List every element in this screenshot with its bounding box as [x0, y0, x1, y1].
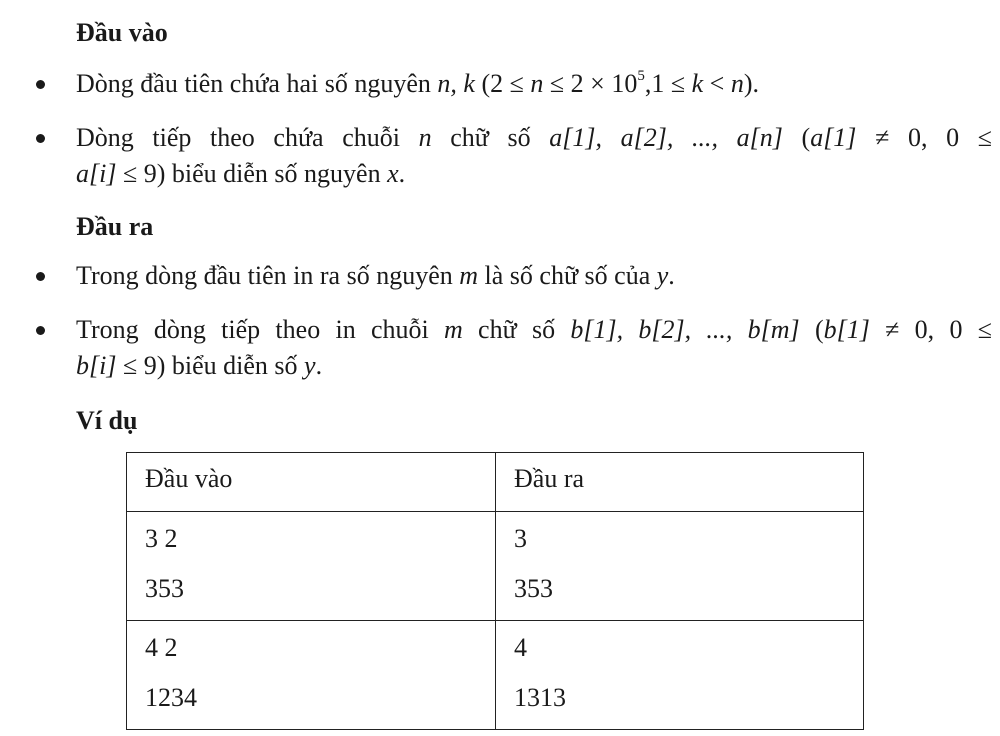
cell-line: 3	[514, 524, 527, 553]
text-segment: (2 ≤	[474, 69, 531, 98]
variable-ai: a[i]	[76, 159, 117, 188]
input-bullet-2-text	[76, 120, 992, 192]
text-segment: ).	[743, 69, 759, 98]
input-bullet-2	[36, 120, 992, 192]
example-heading: Ví dụ	[76, 406, 138, 435]
example-table	[126, 452, 864, 730]
array-a: a[1], a[2], ..., a[n]	[549, 123, 783, 152]
input-heading: Đầu vào	[76, 18, 168, 47]
variable-n-k: n, k	[437, 69, 475, 98]
text-segment: <	[703, 69, 731, 98]
cell-line: 353	[145, 574, 184, 603]
cell-line: 3 2	[145, 524, 178, 553]
bullet-dot-icon	[36, 80, 45, 89]
cell-line: 4 2	[145, 633, 178, 662]
header-input: Đầu vào	[127, 453, 496, 512]
text-segment: ≠ 0, 0 ≤	[869, 315, 992, 344]
output-bullet-2-text	[76, 312, 992, 384]
variable-y: y	[304, 351, 316, 380]
text-segment: là số chữ số của	[478, 261, 657, 290]
variable-a1: a[1]	[810, 123, 857, 152]
input-cell	[127, 512, 496, 621]
text-segment: ,1 ≤	[644, 69, 692, 98]
table-header-row	[127, 453, 864, 512]
cell-line: 4	[514, 633, 527, 662]
input-bullet-1-text	[76, 66, 992, 102]
text-segment: Trong dòng đầu tiên in ra số nguyên	[76, 261, 460, 290]
output-cell	[496, 621, 864, 730]
text-segment: ≤ 9) biểu diễn số nguyên	[116, 159, 388, 188]
output-bullet-2	[36, 312, 992, 384]
table-row	[127, 512, 864, 621]
text-segment: ≤ 9) biểu diễn số	[116, 351, 305, 380]
variable-n: n	[418, 123, 432, 152]
text-segment: .	[398, 159, 406, 188]
output-heading: Đầu ra	[76, 212, 154, 241]
variable-m: m	[444, 315, 463, 344]
header-output: Đầu ra	[496, 453, 864, 512]
output-bullet-1-text	[76, 258, 992, 294]
text-segment: Dòng đầu tiên chứa hai số nguyên	[76, 69, 438, 98]
variable-n: n	[730, 69, 744, 98]
text-segment: ≠ 0, 0 ≤	[856, 123, 992, 152]
variable-bi: b[i]	[76, 351, 117, 380]
variable-b1: b[1]	[823, 315, 870, 344]
text-segment: Dòng tiếp theo chứa chuỗi	[76, 123, 419, 152]
variable-y: y	[656, 261, 669, 290]
text-segment: .	[668, 261, 675, 290]
cell-line: 1313	[514, 683, 566, 712]
text-segment: chữ số	[431, 123, 550, 152]
text-segment: Trong dòng tiếp theo in chuỗi	[76, 315, 444, 344]
text-segment: .	[315, 351, 323, 380]
text-segment: ≤ 2 × 10	[543, 69, 638, 98]
exponent: 5	[637, 68, 645, 85]
bullet-dot-icon	[36, 272, 45, 281]
bullet-dot-icon	[36, 326, 45, 335]
cell-line: 353	[514, 574, 553, 603]
table-row	[127, 621, 864, 730]
text-segment: (	[782, 123, 811, 152]
input-bullet-1	[36, 66, 992, 102]
text-segment: (	[799, 315, 824, 344]
output-cell	[496, 512, 864, 621]
input-cell	[127, 621, 496, 730]
bullet-dot-icon	[36, 134, 45, 143]
array-b: b[1], b[2], ..., b[m]	[570, 315, 800, 344]
variable-m: m	[459, 261, 479, 290]
output-bullet-1	[36, 258, 992, 294]
cell-line: 1234	[145, 683, 197, 712]
text-segment: chữ số	[462, 315, 571, 344]
variable-n: n	[530, 69, 544, 98]
variable-x: x	[387, 159, 399, 188]
variable-k: k	[691, 69, 704, 98]
